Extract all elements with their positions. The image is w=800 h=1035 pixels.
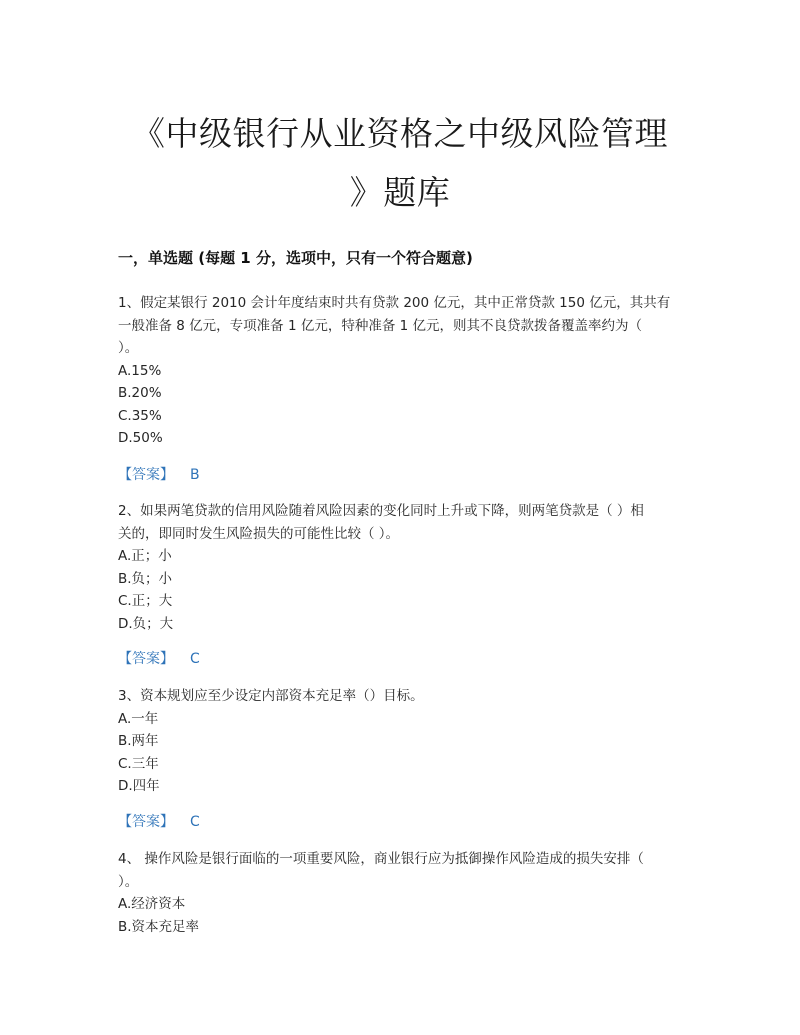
document-title (110, 104, 690, 222)
question-text-line: 2、如果两笔贷款的信用风险随着风险因素的变化同时上升或下降，则两笔贷款是（ ）相 (118, 503, 644, 519)
option-c: C.35% (118, 407, 162, 424)
option-d: D.负；大 (118, 615, 174, 632)
option-a: A.经济资本 (118, 896, 186, 912)
option-b: B.20% (118, 385, 162, 401)
question-text-line: 一般准备 8 亿元，专项准备 1 亿元，特种准备 1 亿元，则其不良贷款拨备覆盖率约为（ (118, 317, 643, 334)
option-a: A.15% (118, 362, 162, 379)
option-a: A.一年 (118, 710, 159, 727)
option-b: B.资本充足率 (118, 918, 200, 935)
answer-label: 【答案】 (118, 651, 174, 667)
question-text-line: 1、假定某银行 2010 会计年度结束时共有贷款 200 亿元，其中正常贷款 150 亿元，其共有 (118, 295, 671, 311)
answer-2 (118, 648, 200, 670)
answer-label: 【答案】 (118, 814, 174, 830)
option-c: C.三年 (118, 755, 159, 772)
question-text-line: 4、 操作风险是银行面临的一项重要风险，商业银行应为抵御操作风险造成的损失安排（ (118, 851, 644, 867)
section-header: 一，单选题 (每题 1 分，选项中，只有一个符合题意) (118, 249, 473, 267)
answer-1 (118, 464, 200, 486)
title-line-1: 《中级银行从业资格之中级风险管理 (132, 114, 668, 153)
option-c: C.正；大 (118, 593, 173, 609)
option-d: D.50% (118, 430, 163, 446)
option-d: D.四年 (118, 778, 160, 794)
answer-3 (118, 811, 200, 833)
option-b: B.两年 (118, 733, 159, 749)
answer-value: C (190, 651, 200, 667)
option-a: A.正；小 (118, 548, 172, 564)
question-text-line: 3、资本规划应至少设定内部资本充足率（）目标。 (118, 688, 424, 704)
question-1 (118, 292, 683, 450)
question-2 (118, 500, 683, 635)
question-4 (118, 848, 683, 938)
answer-value: C (190, 814, 200, 830)
question-text-line: ）。 (118, 873, 139, 890)
question-text-line: 关的，即同时发生风险损失的可能性比较（ ）。 (118, 525, 400, 542)
question-text-line: ）。 (118, 340, 139, 356)
option-b: B.负；小 (118, 570, 173, 587)
title-line-2: 》题库 (349, 173, 451, 212)
question-3 (118, 685, 683, 798)
answer-label: 【答案】 (118, 467, 174, 483)
answer-value: B (190, 467, 200, 483)
